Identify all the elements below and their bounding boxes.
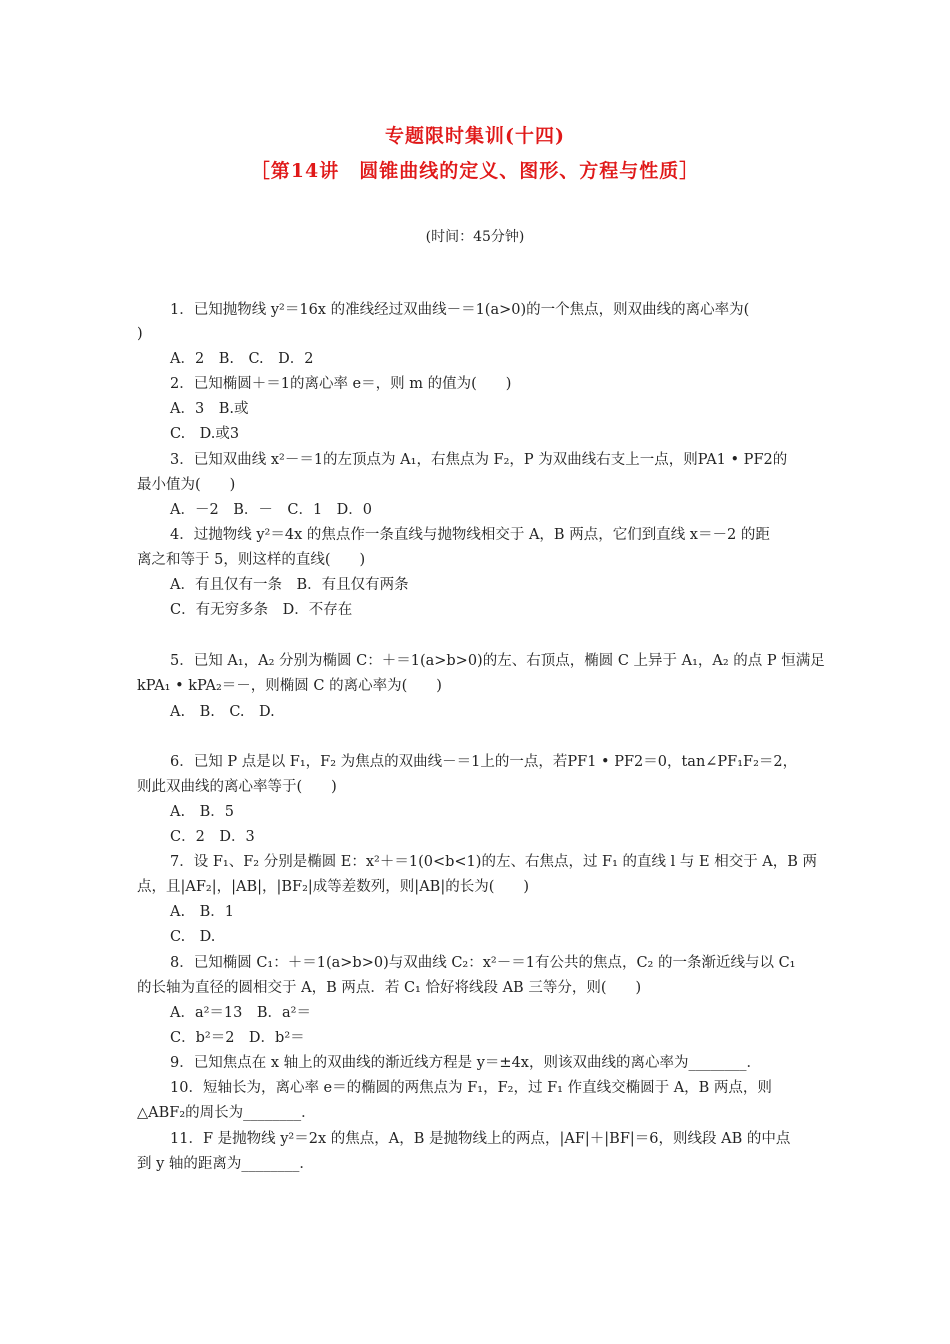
question-4-options-1: A．有且仅有一条 B．有且仅有两条: [170, 577, 409, 593]
question-10-line-1: 10．短轴长为，离心率 e＝的椭圆的两焦点为 F₁，F₂，过 F₁ 作直线交椭圆于 A，B 两点，则: [170, 1080, 772, 1096]
document-subtitle: ［第14讲 圆锥曲线的定义、图形、方程与性质］: [250, 160, 700, 182]
question-5-line-2: kPA₁ • kPA₂＝－，则椭圆 C 的离心率为( ): [137, 678, 442, 694]
document-title: 专题限时集训(十四): [385, 125, 565, 147]
question-1-options: A．2 B. C. D．2: [170, 351, 314, 367]
question-6-options-2: C．2 D．3: [170, 829, 255, 845]
question-3-line-1: 3．已知双曲线 x²－＝1的左顶点为 A₁，右焦点为 F₂，P 为双曲线右支上一点，则PA1 • PF2的: [170, 452, 788, 468]
question-7-options-1: A. B．1: [170, 904, 234, 920]
time-limit-note: (时间：45分钟): [425, 229, 525, 245]
question-4-line-1: 4．过抛物线 y²＝4x 的焦点作一条直线与抛物线相交于 A，B 两点，它们到直线 x＝－2 的距: [170, 527, 770, 543]
question-6-options-1: A. B．5: [170, 804, 234, 820]
question-7-line-2: 点，且|AF₂|，|AB|，|BF₂|成等差数列，则|AB|的长为( ): [137, 879, 530, 895]
question-11-line-2: 到 y 轴的距离为________．: [137, 1156, 314, 1172]
question-8-options-1: A．a²＝13 B．a²＝: [170, 1005, 311, 1021]
question-3-options: A．－2 B．－ C．1 D．0: [170, 502, 373, 518]
question-5-options: A. B. C. D.: [170, 704, 275, 720]
question-5-line-1: 5．已知 A₁，A₂ 分别为椭圆 C：＋＝1(a>b>0)的左、右顶点，椭圆 C 上异于 A₁，A₂ 的点 P 恒满足: [170, 653, 825, 669]
question-9-line-1: 9．已知焦点在 x 轴上的双曲线的渐近线方程是 y＝±4x，则该双曲线的离心率为________．: [170, 1055, 761, 1071]
question-2-options-2: C. D.或3: [170, 426, 240, 442]
question-8-line-2: 的长轴为直径的圆相交于 A，B 两点．若 C₁ 恰好将线段 AB 三等分，则( ): [137, 980, 642, 996]
question-1-line-2: ): [137, 326, 143, 342]
question-8-options-2: C．b²＝2 D．b²＝: [170, 1030, 305, 1046]
question-4-options-2: C．有无穷多条 D．不存在: [170, 602, 353, 618]
question-11-line-1: 11．F 是抛物线 y²＝2x 的焦点，A，B 是抛物线上的两点，|AF|＋|BF|＝6，则线段 AB 的中点: [170, 1131, 791, 1147]
question-2-line-1: 2．已知椭圆＋＝1的离心率 e＝，则 m 的值为( ): [170, 376, 512, 392]
question-8-line-1: 8．已知椭圆 C₁：＋＝1(a>b>0)与双曲线 C₂：x²－＝1有公共的焦点，C₂ 的一条渐近线与以 C₁: [170, 955, 796, 971]
question-3-line-2: 最小值为( ): [137, 477, 236, 493]
question-7-line-1: 7．设 F₁、F₂ 分别是椭圆 E：x²＋＝1(0<b<1)的左、右焦点，过 F₁ 的直线 l 与 E 相交于 A，B 两: [170, 854, 818, 870]
question-7-options-2: C. D.: [170, 929, 216, 945]
question-10-line-2: △ABF₂的周长为________．: [137, 1105, 316, 1121]
question-1-line-1: 1．已知抛物线 y²＝16x 的准线经过双曲线－＝1(a>0)的一个焦点，则双曲线的离心率为(: [170, 302, 750, 318]
question-2-options-1: A．3 B.或: [170, 401, 249, 417]
question-6-line-2: 则此双曲线的离心率等于( ): [137, 779, 337, 795]
question-6-line-1: 6．已知 P 点是以 F₁，F₂ 为焦点的双曲线－＝1上的一点，若PF1 • PF2＝0，tan∠PF₁F₂＝2，: [170, 754, 798, 770]
question-4-line-2: 离之和等于 5，则这样的直线( ): [137, 552, 366, 568]
